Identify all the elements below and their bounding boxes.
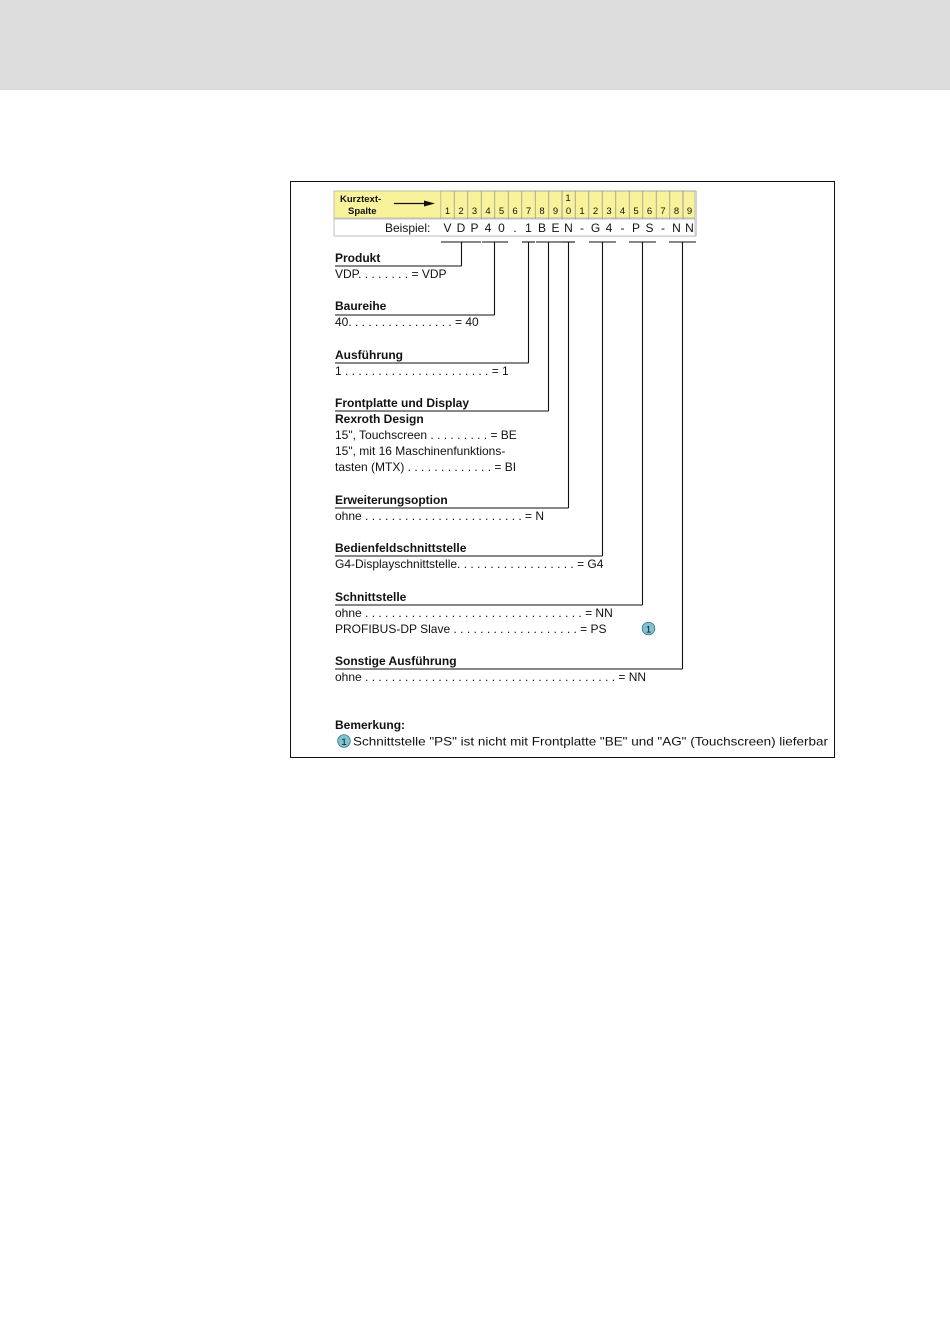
remark [335,718,828,749]
column-number: 3 [471,206,478,217]
column-number: 9 [686,206,693,217]
beispiel-label: Beispiel: [385,221,431,235]
section-title: Sonstige Ausführung [335,654,457,668]
example-char: S [645,221,654,235]
example-char: B [537,221,547,235]
column-number: 2 [458,206,464,217]
svg-text:1: 1 [645,624,652,636]
example-char: 0 [498,221,505,235]
section-schnittstelle [335,590,655,636]
remark-title: Bemerkung: [335,718,406,732]
section-title: Baureihe [335,299,387,313]
section-title: Schnittstelle [335,590,407,604]
example-char: 4 [484,221,492,235]
example-char: - [620,221,625,235]
example-char: P [631,221,641,235]
footnote-badge-icon [338,735,351,748]
svg-text:1: 1 [341,737,347,748]
section-line: VDP. . . . . . . . = VDP [335,267,447,281]
column-number: 4 [485,206,491,217]
section-line: ohne . . . . . . . . . . . . . . . . . . . . . . . . . . . . . . . . . . . . . . = NN [335,670,647,684]
example-char: 1 [525,221,532,235]
section-title: Produkt [335,251,381,265]
column-number: 4 [619,206,626,217]
column-number: 5 [633,206,639,217]
column-ten-digit: 1 [565,193,571,204]
footnote-badge-icon [642,622,655,635]
example-char: V [443,221,452,235]
column-number: 5 [498,206,505,217]
section-baureihe [335,299,479,329]
section-line: ohne . . . . . . . . . . . . . . . . . . . . . . . . = N [335,509,545,523]
example-char: - [661,221,665,235]
section-line: 1 . . . . . . . . . . . . . . . . . . . . . . = 1 [335,364,509,378]
section-frontplatte [335,396,517,474]
column-number: 2 [592,206,599,217]
column-number: 8 [539,206,545,217]
header-band [0,0,950,90]
example-char: - [580,221,584,235]
example-char: N [685,221,694,235]
column-number: 7 [525,206,532,217]
section-subtitle: Rexroth Design [335,412,424,426]
section-line: 15", Touchscreen . . . . . . . . . = BE [335,428,517,442]
section-line: 40. . . . . . . . . . . . . . . . = 40 [335,315,479,329]
example-char: N [564,221,573,235]
example-char: E [551,221,560,235]
example-char: D [456,221,466,235]
remark-text: Schnittstelle "PS" ist nicht mit Frontplatte "BE" und "AG" (Touchscreen) lieferbar [353,734,828,749]
spalte-label: Spalte [348,206,377,217]
column-number: 3 [606,206,612,217]
type-code-svg [291,182,836,759]
column-number: 9 [552,206,559,217]
section-title: Erweiterungsoption [335,493,448,507]
section-title: Bedienfeldschnittstelle [335,541,467,555]
section-title: Ausführung [335,348,403,362]
section-line: tasten (MTX) . . . . . . . . . . . . . = BI [335,460,517,474]
section-line: PROFIBUS-DP Slave . . . . . . . . . . . . . . . . . . . = PS [335,622,607,636]
column-number: 8 [673,206,680,217]
column-number: 6 [512,206,518,217]
example-char: G [590,221,601,235]
example-char: 4 [605,221,613,235]
section-line: G4-Displayschnittstelle. . . . . . . . . . . . . . . . . . = G4 [335,557,604,571]
section-line: 15", mit 16 Maschinenfunktions- [335,444,506,458]
example-char: N [672,221,681,235]
column-number: 1 [579,206,585,217]
column-number: 6 [646,206,653,217]
kurztext-label: Kurztext- [340,194,382,205]
column-number: 1 [444,206,451,217]
column-number: 0 [565,206,572,217]
type-code-diagram [290,181,835,758]
example-char: P [470,221,479,235]
column-number: 7 [660,206,666,217]
example-char: . [513,221,517,235]
section-title: Frontplatte und Display [335,396,470,410]
section-line: ohne . . . . . . . . . . . . . . . . . . . . . . . . . . . . . . . . . = NN [335,606,613,620]
